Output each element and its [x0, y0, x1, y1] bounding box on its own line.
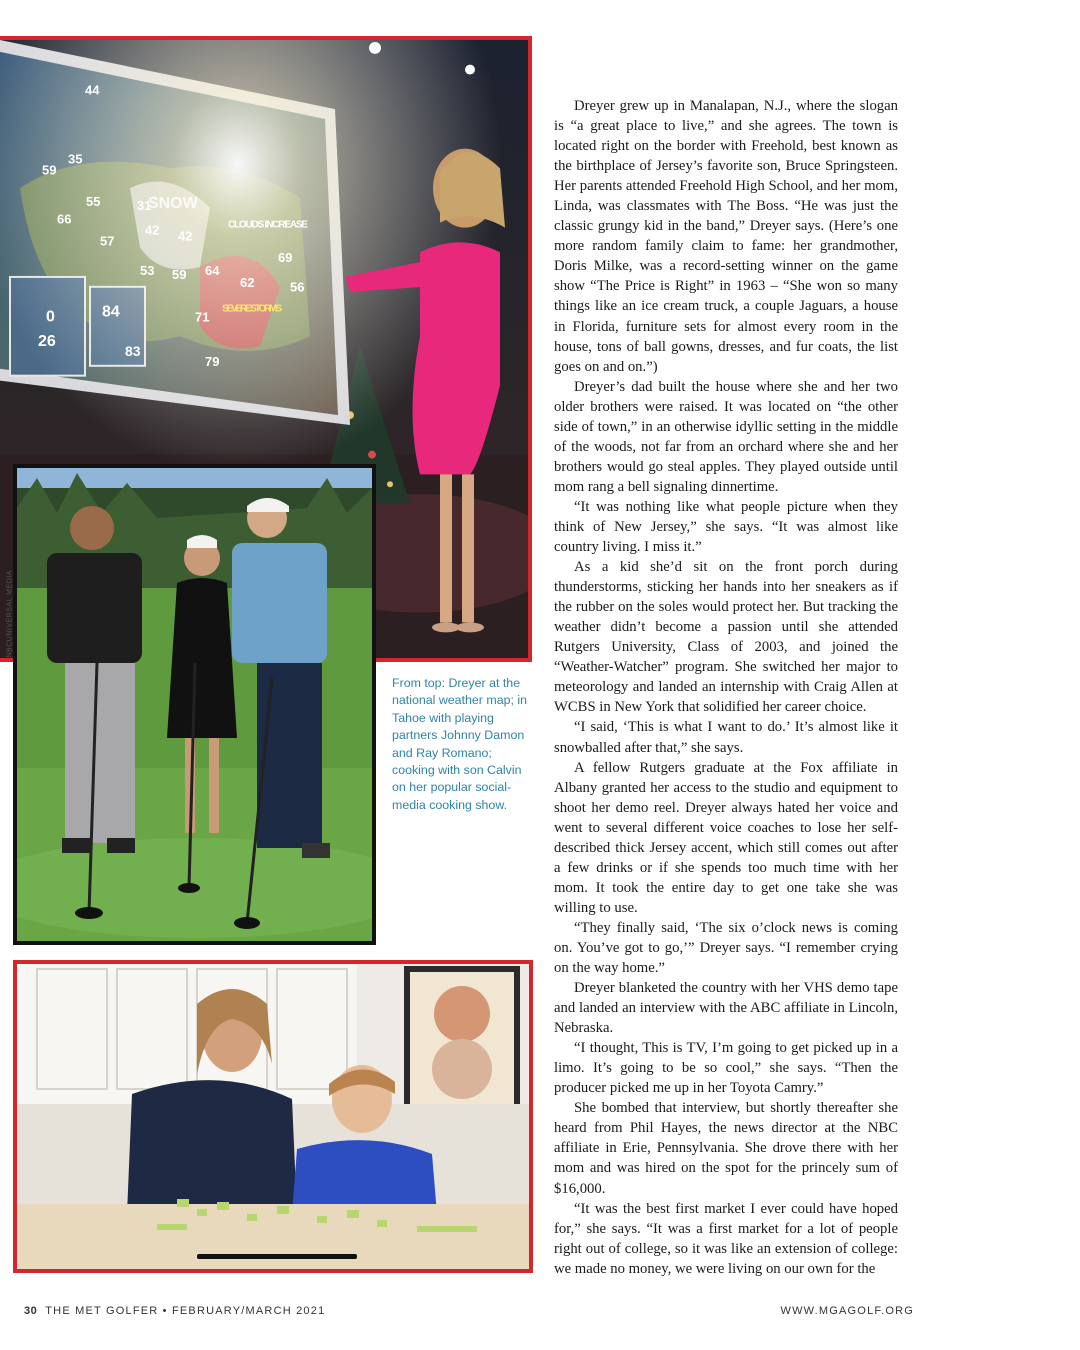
article-paragraph: As a kid she’d sit on the front porch during thunderstorms, sticking her hands into her sneakers as if the rubber on the soles would protect her. But tracking the weather didn’t become a passion until she attended Rutgers University, Class of 2003, and joined the “Weather-Watcher” program. She switched her major to meteorology and landed an internship with Craig Allen at WCBS in New York that solidified her career choice.	[554, 559, 898, 716]
map-temp: 64	[204, 263, 220, 278]
map-temp: 59	[172, 266, 187, 282]
article-body	[554, 96, 898, 1279]
photo-credit	[0, 560, 12, 660]
map-temp: 42	[177, 228, 193, 244]
article-paragraph: Dreyer blanketed the country with her VHS demo tape and landed an interview with the ABC affiliate in Lincoln, Nebraska.	[554, 980, 898, 1037]
map-temp: 62	[239, 274, 255, 290]
article-paragraph: Dreyer grew up in Manalapan, N.J., where the slogan is “a great place to live,” and she agrees. The town is located right on the border with Freehold, best known as the birthplace of Jersey’s favorite son, Bruce Springsteen. Her parents attended Freehold High School, and her mom, Linda, was classmates with The Boss. “He was just the classic grungy kid in the band,” Dreyer says. (Here’s one more random family claim to fame: her grandmother, Doris Milke, was a record-setting winner on the game show “The Price is Right” in 1963 – “She won so many things like an ice cream truck, a couple Jaguars, a house in Florida, furniture sets for almost every room in the house, tons of ball gowns, dresses, and fur coats, the list goes on and on.”)	[554, 98, 898, 375]
map-temp: 0	[45, 308, 55, 326]
map-temp: 59	[41, 162, 57, 178]
map-label: SNOW	[148, 194, 198, 212]
map-temp: 84	[102, 303, 120, 321]
map-temp: 35	[68, 151, 83, 167]
map-temp: 42	[144, 222, 160, 238]
map-temp: 79	[204, 353, 220, 369]
map-temp: 57	[99, 233, 115, 249]
map-temp: 55	[86, 193, 101, 209]
website-link: WWW.MGAGOLF.ORG	[780, 1305, 914, 1317]
article-paragraph: “They finally said, ‘The six o’clock news is coming on. You’ve got to go,’” Dreyer says. “I remember crying on the way home.”	[554, 919, 898, 977]
map-label: CLOUDS INCREASE	[228, 219, 308, 231]
article-paragraph: A fellow Rutgers graduate at the Fox affiliate in Albany granted her access to the studio and equipment to shoot her demo reel. Dreyer always hated her voice and went to several different voice coaches to lose her self-described thick Jersey accent, which still comes out after a few drinks or if she spends too much time with her mom. It took the entire day to get one take she was willing to use.	[554, 759, 898, 916]
map-temp: 44	[85, 82, 100, 98]
page-footer-left	[24, 1305, 325, 1317]
article-paragraph: “It was the best first market I ever could have hoped for,” she says. “It was a first market for a lot of people right out of college, so it was like an extension of college: we made no money, we were living on our own for the	[554, 1200, 898, 1277]
map-temp: 69	[277, 250, 293, 266]
article-paragraph: “I said, ‘This is what I want to do.’ It’s almost like it snowballed after that,” she says.	[554, 719, 898, 756]
map-temp: 53	[139, 263, 155, 278]
article-paragraph: “I thought, This is TV, I’m going to get picked up in a limo. It’s going to be so cool,” she says. “Then the producer picked me up in her Toyota Camry.”	[554, 1040, 898, 1097]
page-number: 30	[24, 1305, 38, 1317]
map-temp: 66	[57, 211, 72, 227]
map-temp: 56	[289, 279, 305, 295]
cooking-photo	[13, 960, 533, 1273]
map-label: SEVERE STORMS	[221, 303, 282, 315]
golf-photo	[13, 464, 376, 945]
map-temp: 31	[136, 197, 152, 213]
map-temp: 83	[124, 342, 141, 359]
issue-label: THE MET GOLFER • FEBRUARY/MARCH 2021	[45, 1305, 326, 1317]
article-paragraph: Dreyer’s dad built the house where she and her two older brothers were raised. It was located on “the other side of town,” in an otherwise idyllic setting in the middle of the woods, not far from an orchard where she and her brothers would go steal apples. They played outside until mom rang a bell signaling dinnertime.	[554, 378, 898, 495]
map-temp: 26	[37, 333, 56, 351]
article-paragraph: She bombed that interview, but shortly thereafter she heard from Phil Hayes, the news director at the NBC affiliate in Erie, Pennsylvania. She drove there with her mom and was hired on the spot for the princely sum of $16,000.	[554, 1100, 898, 1197]
photo-caption: From top: Dreyer at the national weather map; in Tahoe with playing partners Johnny Damon and Ray Romano; cooking with son Calvin on her popular social-media cooking show.	[392, 676, 528, 812]
map-temp: 71	[194, 309, 210, 325]
article-paragraph: “It was nothing like what people picture when they think of New Jersey,” she says. “It was almost like country living. I miss it.”	[554, 498, 898, 556]
photo-credit-text: NBCUNIVERSAL MEDIA	[6, 570, 14, 658]
